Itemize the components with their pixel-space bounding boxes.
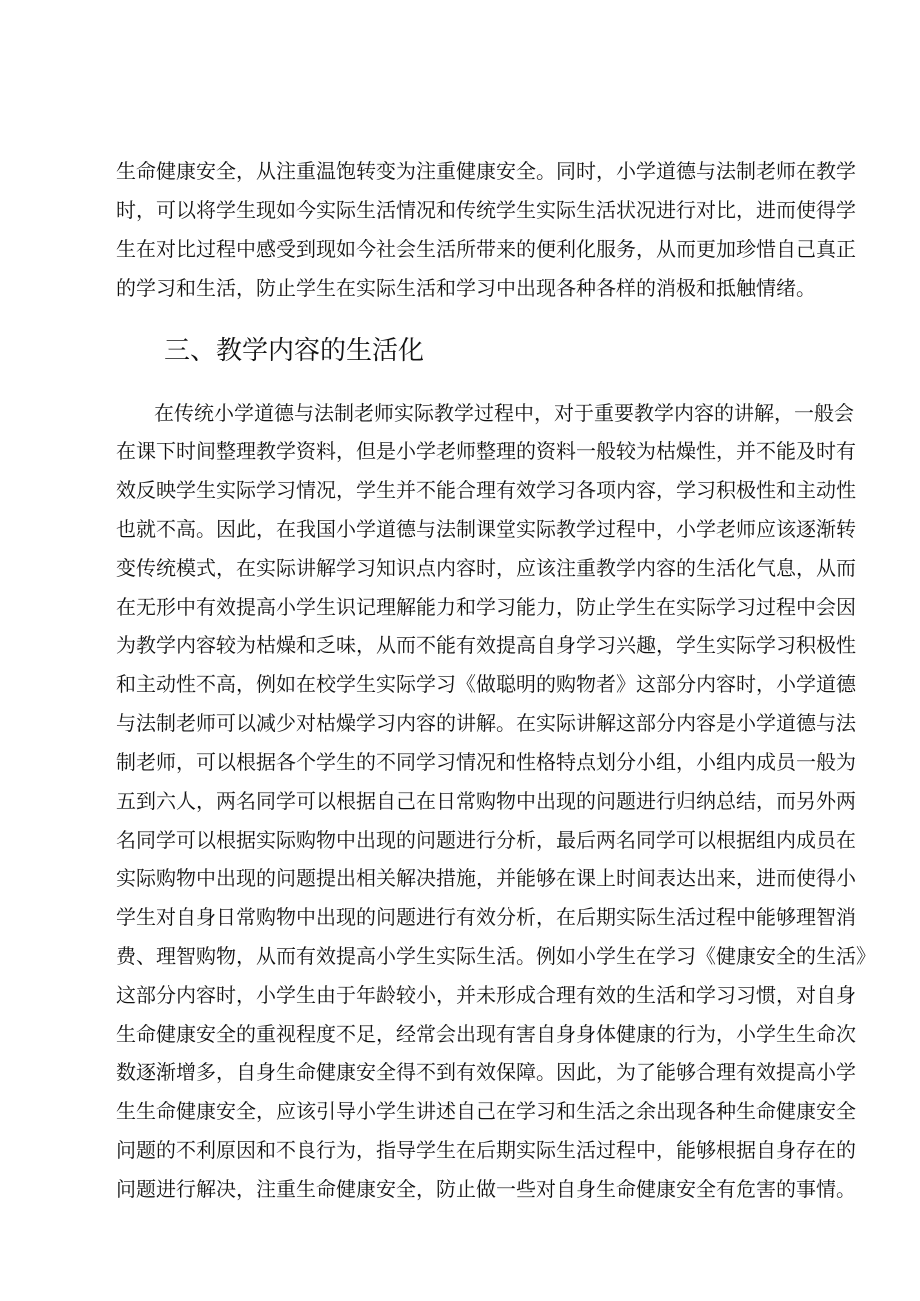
text-line: 也就不高。因此，在我国小学道德与法制课堂实际教学过程中，小学老师应该逐渐转 (116, 517, 856, 541)
text-line: 问题进行解决，注重生命健康安全，防止做一些对自身生命健康安全有危害的事情。 (116, 1177, 856, 1201)
text-line: 生命健康安全，从注重温饱转变为注重健康安全。同时，小学道德与法制老师在教学 (116, 159, 856, 183)
text-line: 五到六人，两名同学可以根据自己在日常购物中出现的问题进行归纳总结，而另外两 (116, 789, 856, 813)
text-line: 这部分内容时，小学生由于年龄较小，并未形成合理有效的生活和学习习惯，对自身 (116, 983, 856, 1007)
text-line: 问题的不利原因和不良行为，指导学生在后期实际生活过程中，能够根据自身存在的 (116, 1138, 856, 1162)
text-line: 生命健康安全的重视程度不足，经常会出现有害自身身体健康的行为，小学生生命次 (116, 1022, 856, 1046)
text-line: 名同学可以根据实际购物中出现的问题进行分析，最后两名同学可以根据组内成员在 (116, 828, 856, 852)
text-line: 为教学内容较为枯燥和乏味，从而不能有效提高自身学习兴趣，学生实际学习积极性 (116, 633, 856, 657)
text-line: 数逐渐增多，自身生命健康安全得不到有效保障。因此，为了能够合理有效提高小学 (116, 1060, 856, 1084)
text-line: 效反映学生实际学习情况，学生并不能合理有效学习各项内容，学习积极性和主动性 (116, 478, 856, 502)
text-line: 在传统小学道德与法制老师实际教学过程中，对于重要教学内容的讲解，一般会 (154, 401, 854, 425)
text-line: 变传统模式，在实际讲解学习知识点内容时，应该注重教学内容的生活化气息，从而 (116, 556, 856, 580)
text-line: 与法制老师可以减少对枯燥学习内容的讲解。在实际讲解这部分内容是小学道德与法 (116, 711, 856, 735)
text-line: 制老师，可以根据各个学生的不同学习情况和性格特点划分小组，小组内成员一般为 (116, 750, 856, 774)
text-line: 在课下时间整理教学资料，但是小学老师整理的资料一般较为枯燥性，并不能及时有 (116, 439, 856, 463)
text-line: 在无形中有效提高小学生识记理解能力和学习能力，防止学生在实际学习过程中会因 (116, 595, 856, 619)
text-line: 的学习和生活，防止学生在实际生活和学习中出现各种各样的消极和抵触情绪。 (116, 276, 816, 300)
text-line: 和主动性不高，例如在校学生实际学习《做聪明的购物者》这部分内容时，小学道德 (116, 672, 856, 696)
text-line: 时，可以将学生现如今实际生活情况和传统学生实际生活状况进行对比，进而使得学 (116, 198, 856, 222)
text-line: 学生对自身日常购物中出现的问题进行有效分析，在后期实际生活过程中能够理智消 (116, 905, 856, 929)
text-line: 实际购物中出现的问题提出相关解决措施，并能够在课上时间表达出来，进而使得小 (116, 866, 856, 890)
section-heading: 三、教学内容的生活化 (164, 336, 425, 366)
text-line: 费、理智购物，从而有效提高小学生实际生活。例如小学生在学习《健康安全的生活》 (116, 944, 876, 968)
text-line: 生生命健康安全，应该引导小学生讲述自己在学习和生活之余出现各种生命健康安全 (116, 1099, 856, 1123)
text-line: 生在对比过程中感受到现如今社会生活所带来的便利化服务，从而更加珍惜自己真正 (116, 237, 856, 261)
